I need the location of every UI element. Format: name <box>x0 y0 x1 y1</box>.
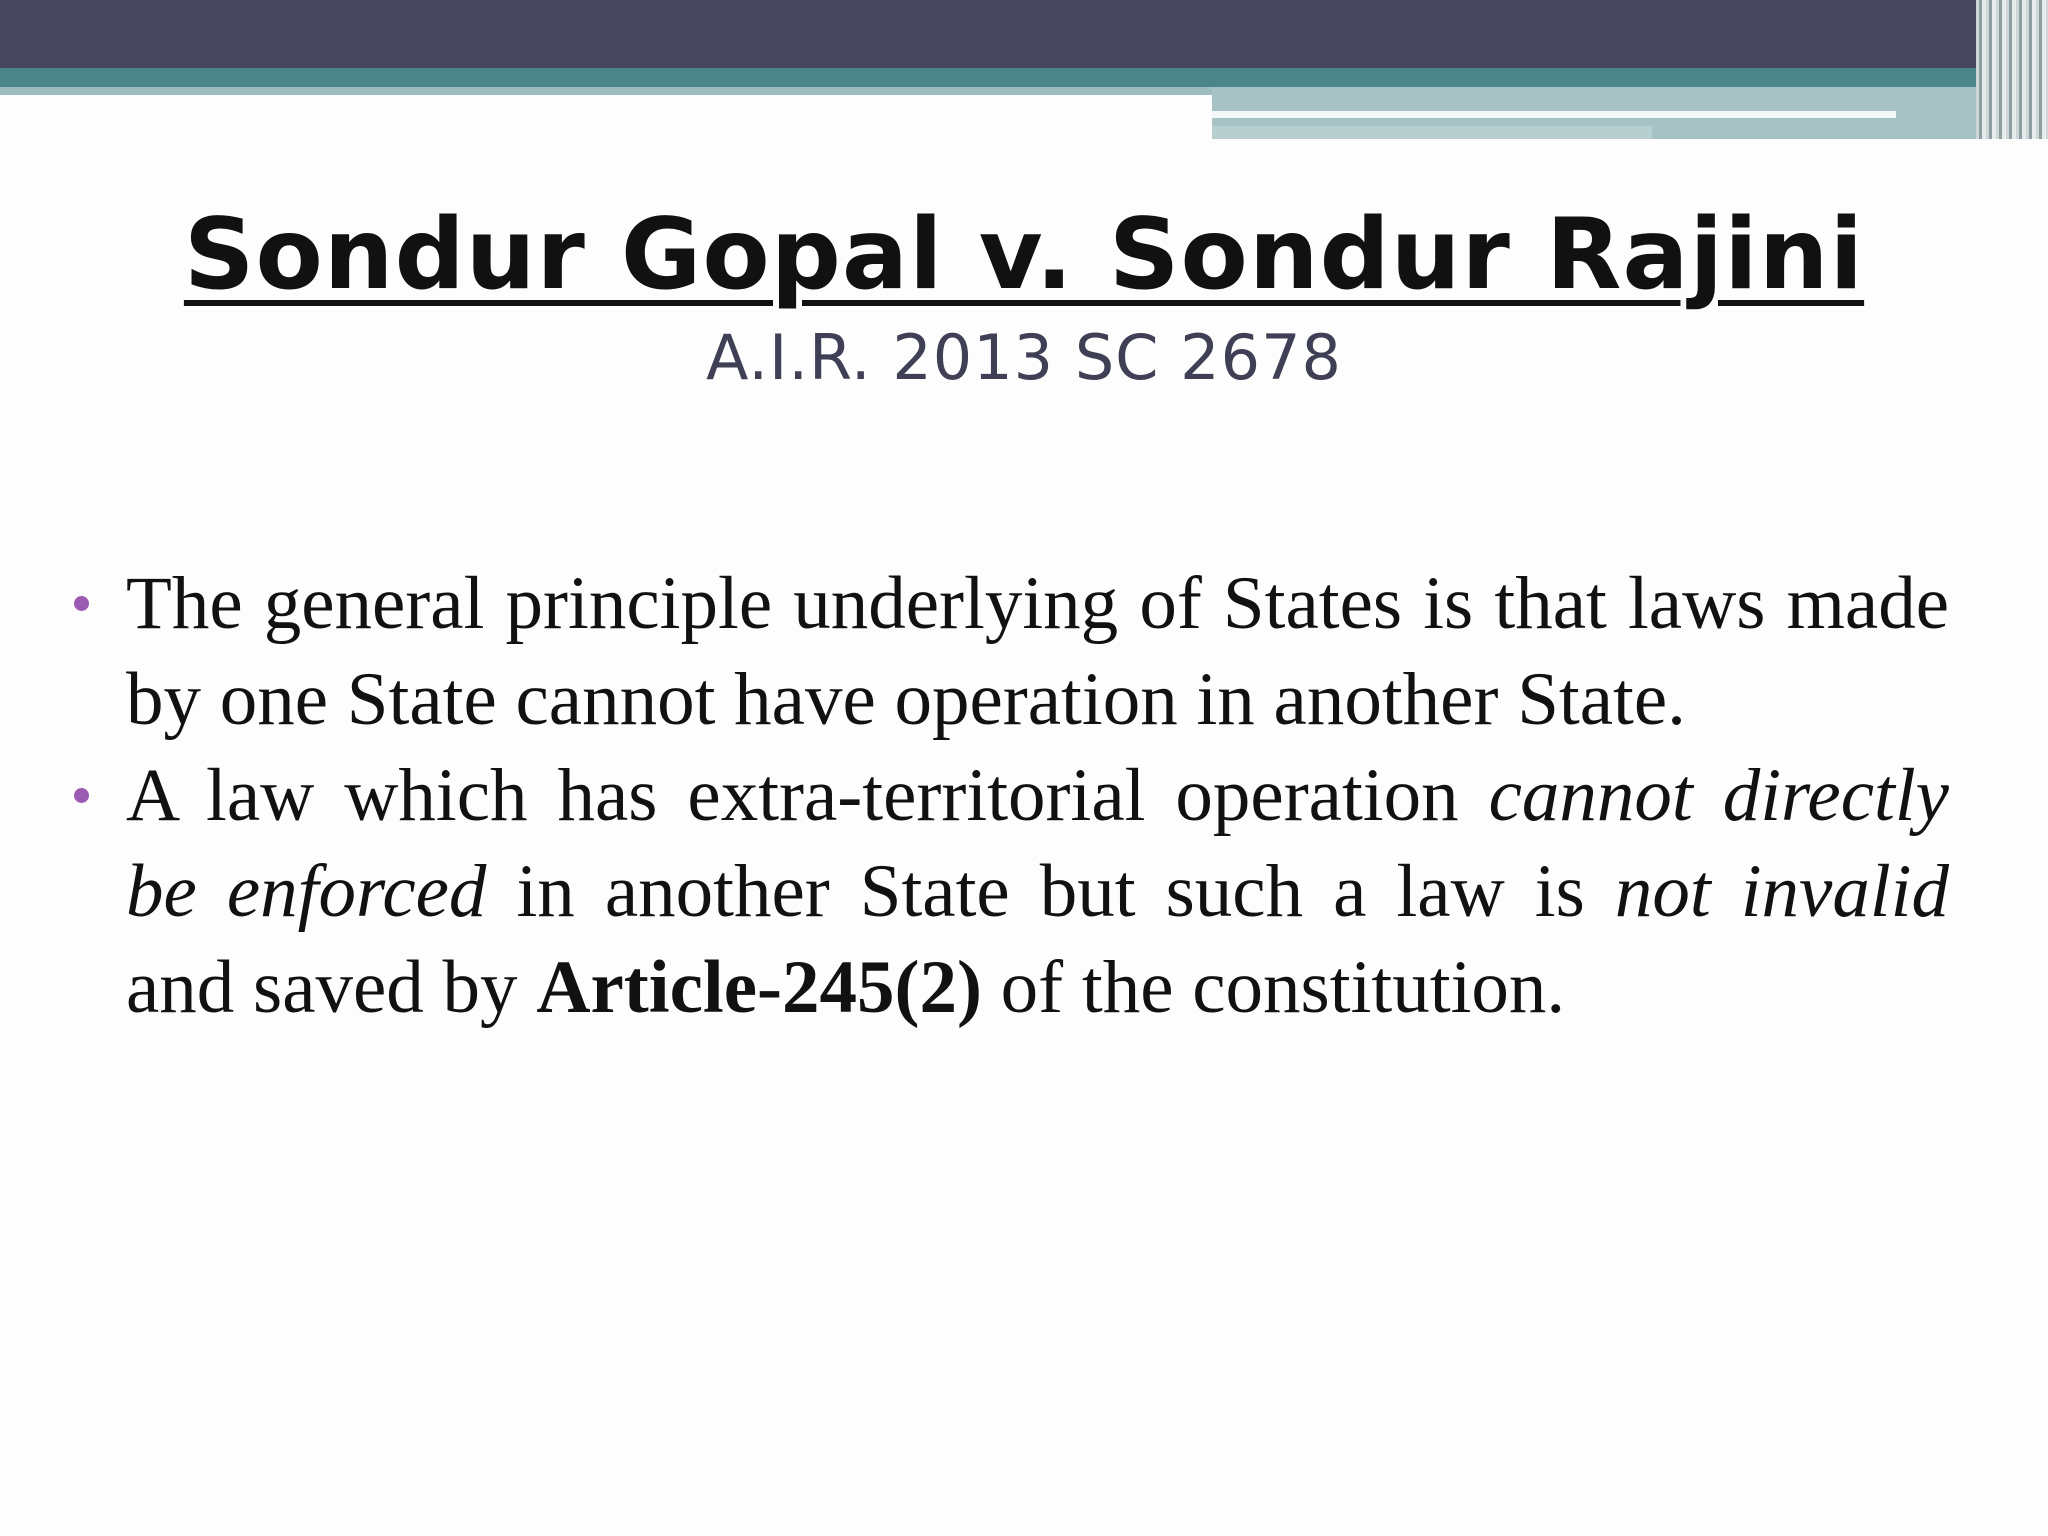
title-block <box>0 196 2048 396</box>
bullet-text-segment: and saved by <box>126 946 537 1029</box>
bullet-text-segment: of the constitution. <box>981 946 1566 1029</box>
bullet-list <box>64 556 1949 1036</box>
bullet-text: The general principle underlying of States is that laws made by one State cannot have operation in another State. <box>126 562 1949 741</box>
bullet-dot-icon <box>74 596 89 611</box>
header-right-edge-stripes <box>1976 0 2048 139</box>
bullet-text-segment: in another State but such a law is <box>486 850 1615 933</box>
bullet-item <box>64 556 1949 748</box>
bullet-text-italic: cannot directly be enforced <box>126 754 1949 933</box>
header-band-thin <box>0 87 1212 95</box>
bullet-dot-icon <box>74 788 89 803</box>
header-band-dark <box>0 0 2048 68</box>
slide-subtitle: A.I.R. 2013 SC 2678 <box>706 321 1342 394</box>
header-band-right-low <box>1212 126 1652 139</box>
header-band-teal <box>0 68 2048 87</box>
bullet-text-segment: A law which has extra-territorial operation <box>126 754 1489 837</box>
bullet-text-italic: not invalid <box>1614 850 1949 933</box>
header-band-right-stripe <box>1212 111 1896 118</box>
bullet-item <box>64 748 1949 1036</box>
bullet-text-bold: Article-245(2) <box>536 946 982 1029</box>
slide-title: Sondur Gopal v. Sondur Rajini <box>183 198 1865 312</box>
